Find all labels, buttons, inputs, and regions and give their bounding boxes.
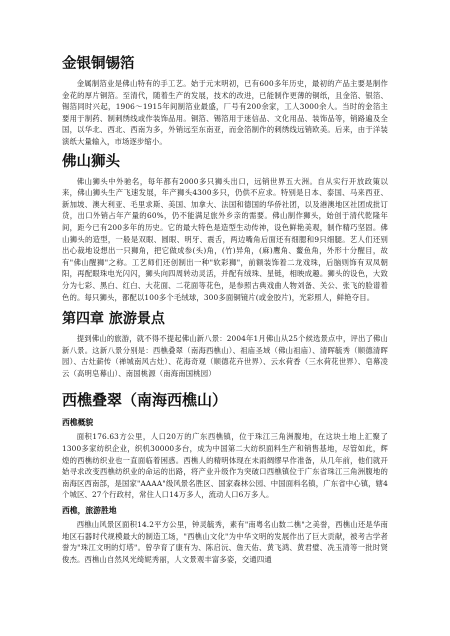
paragraph-lion-head: 佛山狮头中外驰名，每年都有2000多只狮头出口，远销世界五大洲。自从实行开放政策以来，佛山狮头生产飞速发展，年产狮头4300多只，仍供不应求。特别是日本、泰国、马来西亚、新加坡、澳大利亚、毛里求斯、美国、加拿大、法国和德国的华侨社团，以及港澳地区社团成批订货，出口外销占年产量的60%，仍不能满足旅外乡亲的需要。佛山制作狮头，始创于清代乾隆年间，距今已有200多年的历史。它的最大特色是造型生动传神，设色鲜艳美观，制作精巧坚固。佛山狮头的造型，一般是双眼、圆眼、明牙、震舌，两边嘴角后面还有细腮和9只细腿。艺人们还别出心裁地设想出一只狮角，把它做成参(头)角，(竹)异角，(麻)鹰角、鳌鱼角，外形十分醒目，故有"佛山醒狮"之称。工艺师们还创制出一种"软彩狮"，前额装饰着二龙戏珠，后脑则饰有双凤朝阳，再配眼珠电光闪闪，狮头向四周转动灵活，并配有绒珠、星链，相映成趣。狮头的设色，大致分为七彩、黑白、红白、大花面、二花面等花色，是参照古典戏曲人物刘备、关公、张飞的脸谱着色的。每只狮头，都配以100多个毛绒球，300多面铜镜片(或金胶片)，光彩照人，鲜艳夺目。 bbox=[62, 176, 388, 302]
paragraph-xiqiao-tourism: 西樵山风景区面积14.2平方公里，钟灵毓秀，素有"南粤名山数二樵"之美誉，西樵山还是华南地区石器时代规模最大的制造工场，"西樵山文化"为中华文明的发展作出了巨大贡献，被考古学者誉为"珠江文明的灯塔"。曾孕育了康有为、陈启沅、詹天佑、黄飞鸿、黄君璧、冼玉清等一批时贤俊杰。西樵山自然风光绮妮秀丽，人文景观丰富多姿，交通四通 bbox=[62, 520, 388, 564]
paragraph-foil: 金属制箔业是佛山特有的手工艺。始于元末明初，已有600多年历史，最初的产品主要是制作金花的厚片铜箔。至清代，随着生产的发展，技术的改进，已能制作更薄的铜纸，且金箔、银箔、锡箔同时兴起，1906～1915年间制箔业最盛，厂号有200余家，工人3000余人。当时的金箔主要用于制药、制刺绣线或作装饰品用。铜箔、锡箔用于迷信品、文化用品、装饰品等，销路遍及全国，以华北、西北、西南为多，外销远至东南亚，而金箔制作的刺绣线远销欧美。后来，由于洋装演纸大量输入，市场逐步缩小。 bbox=[62, 79, 388, 146]
xiqiao-overview-heading: 西樵概貌 bbox=[62, 418, 94, 428]
section-title-lion-head: 佛山狮头 bbox=[62, 153, 120, 170]
xiqiao-title: 西樵叠翠（南海西樵山） bbox=[62, 391, 228, 410]
paragraph-xiqiao-overview: 面积176.63方公里，人口20万的广东西樵镇，位于珠江三角洲腹地，在这块土地上汇聚了1300多家纺织企业，织机30000多台，成为中国第二大纺织面料生产和销售基地，尽管如此，辉煌的西樵纺织业也一直面临着困惑。西樵人的精明体现在未雨绸缪早作准备，从几年前，他们就开始寻求改变西樵纺织业的命运的出路，将产业升级作为突破口西樵镇位于广东省珠江三角洲腹地的南海区西南部，是国家"AAAA"级风景名胜区、国家森林公园、中国面料名镇，广东省中心镇，辖4个城区、27个行政村，常住人口14万多人，流动人口6万多人。 bbox=[62, 432, 388, 500]
xiqiao-tourism-heading: 西樵，旅游胜地 bbox=[62, 506, 117, 516]
section-title-foil: 金银铜锡箔 bbox=[62, 56, 135, 72]
paragraph-chapter-intro: 提到佛山的旅游，就不得不提起佛山新八景：2004年1月佛山从25个候选景点中，评出了佛山新八景。这新八景分别是：西樵叠翠（南海西樵山）、祖庙圣域（佛山祖庙）、清晖毓秀（顺德清晖园）、古灶薪传（禅城南风古灶）、花海奇观（顺德花卉世界）、云水荷香（三水荷花世界）、皂幕凌云（高明皂幕山）、南国桃源（南海南国桃园） bbox=[62, 334, 388, 378]
chapter-title: 第四章 旅游景点 bbox=[62, 311, 165, 328]
